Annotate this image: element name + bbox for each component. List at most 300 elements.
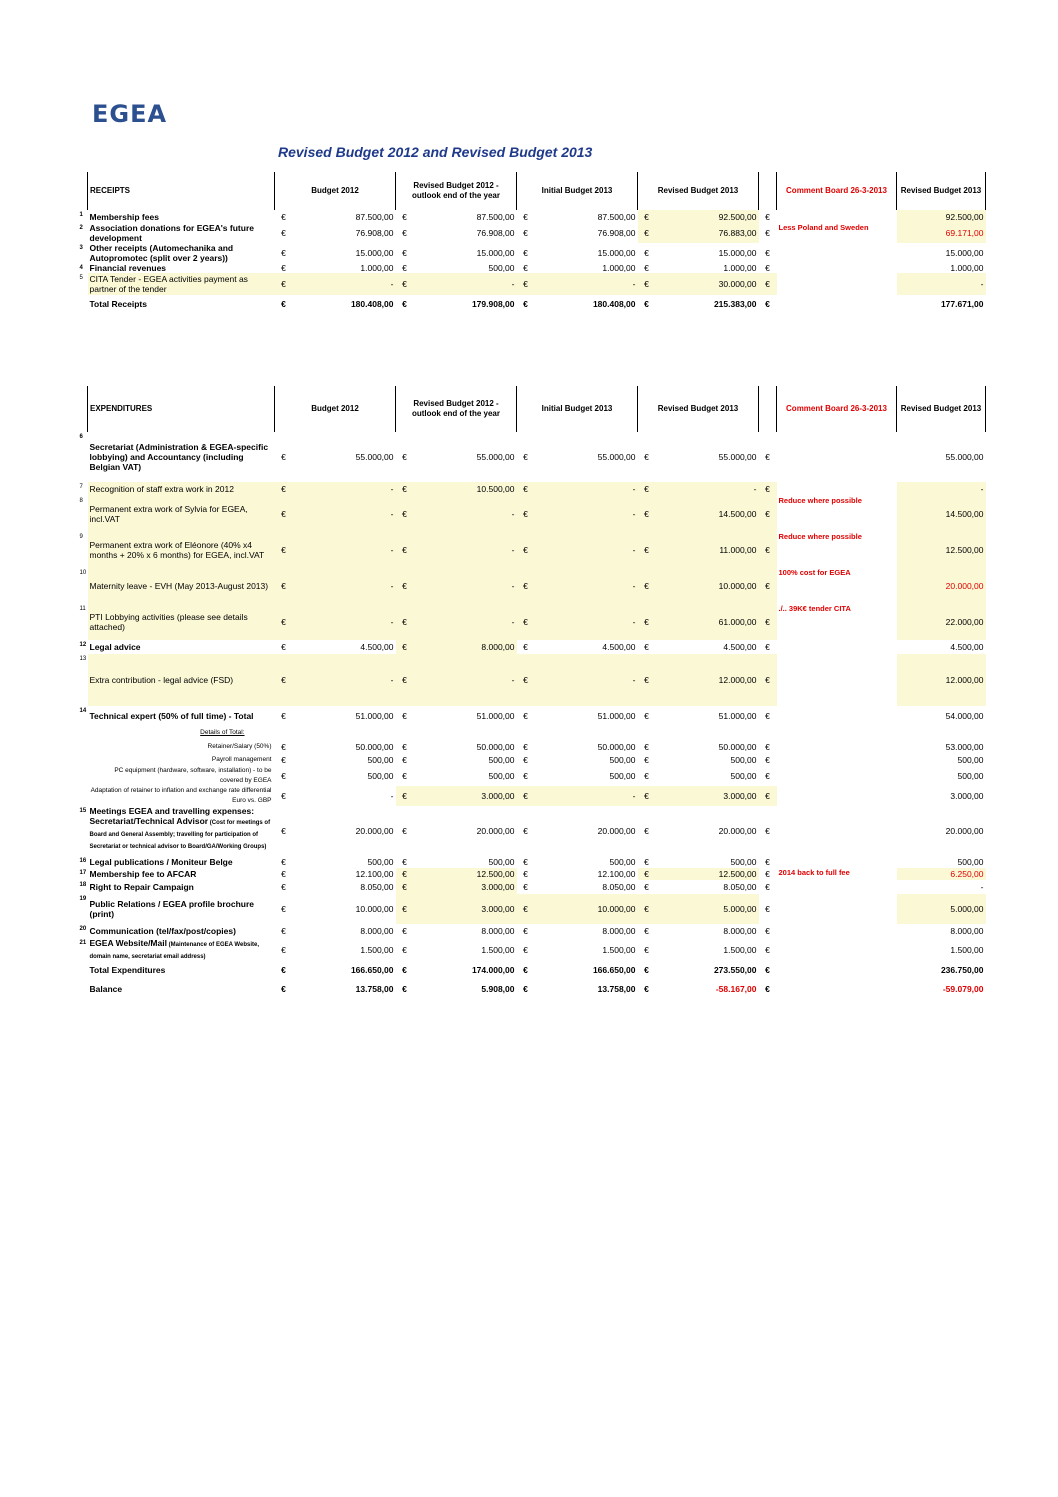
row-label-note: (Maintenance of EGEA Website, domain name, secretariat email address) <box>89 942 259 960</box>
table-row <box>88 924 990 938</box>
euro-sign: € <box>517 568 535 604</box>
row-label <box>79 706 275 726</box>
detail-row <box>88 786 990 806</box>
value-b12: 166.650,00 <box>350 965 394 975</box>
value-r13: 11.000,00 <box>656 532 759 568</box>
euro-sign: € <box>523 965 528 975</box>
row-number: 21 <box>79 940 87 946</box>
value-rb13: 500,00 <box>957 754 984 765</box>
row-label-text: Secretariat (Administration & EGEA-specific lobbying) and Accountancy (including Belgian VAT) <box>89 442 269 472</box>
table-row <box>88 532 990 568</box>
row-number: 2 <box>79 225 83 231</box>
table-row <box>88 640 990 654</box>
euro-sign: € <box>281 263 286 273</box>
row-number: 20 <box>79 926 87 932</box>
table-row <box>88 880 990 894</box>
euro-sign: € <box>275 532 293 568</box>
euro-sign: € <box>402 826 407 836</box>
euro-sign: € <box>765 642 770 652</box>
value-r12: - <box>414 604 517 640</box>
comment-cell <box>777 978 897 1000</box>
value-b12: 20.000,00 <box>355 826 394 836</box>
value-r12: 500,00 <box>488 771 515 781</box>
euro-sign: € <box>281 248 286 258</box>
euro-sign: € <box>517 786 535 806</box>
euro-sign: € <box>275 273 293 295</box>
euro-sign: € <box>281 791 286 801</box>
table-row <box>88 432 990 482</box>
euro-sign: € <box>281 857 286 867</box>
table-row <box>88 273 986 295</box>
empty-cell <box>759 726 777 740</box>
euro-sign: € <box>396 496 414 532</box>
row-label <box>79 894 275 924</box>
row-label-text: CITA Tender - EGEA activities payment as partner of the tender <box>89 274 248 294</box>
value-r12: 8.000,00 <box>414 640 517 654</box>
comment-cell: 100% cost for EGEA <box>778 568 851 577</box>
value-b12: 8.050,00 <box>360 882 394 892</box>
row-label <box>79 654 275 706</box>
row-number: 11 <box>79 606 86 612</box>
value-i13: 15.000,00 <box>597 248 636 258</box>
value-r13: 12.500,00 <box>656 868 759 880</box>
value-rb13: - <box>980 882 984 892</box>
row-label-text: Association donations for EGEA's future development <box>89 223 254 243</box>
value-i13: 4.500,00 <box>602 642 636 652</box>
value-r12: 10.500,00 <box>414 482 517 496</box>
comment-cell: Less Poland and Sweden <box>778 223 869 232</box>
row-label <box>88 962 275 978</box>
row-label <box>79 482 275 496</box>
euro-sign: € <box>396 532 414 568</box>
row-label <box>79 263 275 273</box>
euro-sign: € <box>523 299 528 309</box>
comment-cell <box>777 210 897 223</box>
table-row <box>88 223 986 243</box>
value-i13: - <box>535 604 638 640</box>
euro-sign: € <box>281 904 286 914</box>
row-label-text: Total Receipts <box>89 299 147 309</box>
euro-sign: € <box>644 945 649 955</box>
value-r12: 51.000,00 <box>476 711 515 721</box>
value-r12: 500,00 <box>488 263 515 273</box>
euro-sign: € <box>402 228 407 238</box>
value-r12: 12.500,00 <box>414 868 517 880</box>
row-label <box>79 868 275 880</box>
row-label-text: PC equipment (hardware, software, installation) - to be covered by EGEA <box>114 767 272 784</box>
col-budget-2012: Budget 2012 <box>275 172 396 210</box>
row-number: 4 <box>79 265 83 271</box>
value-rb13: 69.171,00 <box>897 223 986 243</box>
comment-cell <box>777 640 897 654</box>
row-label <box>79 604 275 640</box>
value-r13: 14.500,00 <box>656 496 759 532</box>
euro-sign: € <box>765 228 770 238</box>
row-label-text: Retainer/Salary (50%) <box>207 742 272 750</box>
row-label <box>79 568 275 604</box>
value-b12: 1.000,00 <box>360 263 394 273</box>
value-r13: -58.167,00 <box>715 984 757 994</box>
euro-sign: € <box>523 945 528 955</box>
comment-cell <box>777 654 897 706</box>
euro-sign: € <box>644 926 649 936</box>
row-label <box>79 880 275 894</box>
value-rb13: 54.000,00 <box>945 711 984 721</box>
row-number: 13 <box>79 656 87 662</box>
value-b12: 12.100,00 <box>355 869 394 879</box>
expenditures-title: EXPENDITURES <box>88 386 275 432</box>
euro-sign: € <box>638 894 656 924</box>
euro-sign: € <box>402 211 407 222</box>
value-b12: - <box>293 496 396 532</box>
egea-logo <box>80 100 176 136</box>
row-label-text: Other receipts (Automechanika and Autopromotec (split over 2 years)) <box>89 243 234 263</box>
comment-cell <box>777 894 897 924</box>
value-rb13: 4.500,00 <box>950 642 984 652</box>
value-rb13: 20.000,00 <box>897 568 986 604</box>
row-label <box>79 223 275 243</box>
euro-sign: € <box>402 926 407 936</box>
euro-sign: € <box>765 945 770 955</box>
row-number: 15 <box>79 808 87 814</box>
table-row <box>88 496 990 532</box>
euro-sign: € <box>765 826 770 836</box>
euro-sign: € <box>396 786 414 806</box>
row-number: 6 <box>79 434 83 440</box>
row-label-text: PTI Lobbying activities (please see details attached) <box>89 612 248 632</box>
euro-sign: € <box>759 496 777 532</box>
value-r12: - <box>414 532 517 568</box>
value-r12: 1.500,00 <box>481 945 515 955</box>
value-i13: 10.000,00 <box>535 894 638 924</box>
euro-sign: € <box>765 263 770 273</box>
value-r13: 10.000,00 <box>656 568 759 604</box>
empty-cell <box>777 726 897 740</box>
value-r13: 8.050,00 <box>723 882 757 892</box>
comment-cell <box>777 938 897 962</box>
row-label <box>88 766 275 786</box>
value-rb13: 20.000,00 <box>945 826 984 836</box>
euro-sign: € <box>644 248 649 258</box>
value-b12: 8.000,00 <box>360 926 394 936</box>
euro-sign: € <box>281 754 286 765</box>
euro-sign: € <box>402 754 407 765</box>
value-i13: 8.000,00 <box>602 926 636 936</box>
euro-sign: € <box>523 248 528 258</box>
euro-sign: € <box>523 228 528 238</box>
detail-row <box>88 753 990 766</box>
euro-sign: € <box>644 826 649 836</box>
comment-cell <box>777 432 897 482</box>
euro-sign: € <box>517 273 535 295</box>
euro-sign: € <box>523 882 528 892</box>
row-label <box>88 978 275 1000</box>
value-i13: - <box>535 496 638 532</box>
table-row <box>88 243 986 263</box>
euro-sign: € <box>765 211 770 222</box>
value-b12: 15.000,00 <box>355 248 394 258</box>
euro-sign: € <box>759 568 777 604</box>
value-i13: 500,00 <box>609 857 636 867</box>
euro-sign: € <box>638 654 656 706</box>
comment-cell <box>777 880 897 894</box>
value-i13: 12.100,00 <box>597 869 636 879</box>
empty-cell <box>638 726 656 740</box>
empty-cell <box>293 726 396 740</box>
value-r13: 5.000,00 <box>656 894 759 924</box>
euro-sign: € <box>644 965 649 975</box>
comment-cell <box>777 753 897 766</box>
empty-cell <box>656 726 759 740</box>
euro-sign: € <box>759 273 777 295</box>
euro-sign: € <box>765 299 770 309</box>
euro-sign: € <box>517 654 535 706</box>
euro-sign: € <box>402 299 407 309</box>
value-r13: 76.883,00 <box>656 223 759 243</box>
row-label <box>88 753 275 766</box>
euro-sign: € <box>644 882 649 892</box>
value-b12: 180.408,00 <box>350 299 394 309</box>
value-i13: 166.650,00 <box>592 965 636 975</box>
euro-sign: € <box>765 904 770 914</box>
value-rb13: 92.500,00 <box>897 210 986 223</box>
value-b12: 500,00 <box>367 754 394 765</box>
value-r13: 61.000,00 <box>656 604 759 640</box>
value-rb13: 12.500,00 <box>897 532 986 568</box>
value-r12: - <box>414 273 517 295</box>
value-rb13: 55.000,00 <box>945 452 984 462</box>
euro-sign: € <box>275 568 293 604</box>
value-i13: 180.408,00 <box>592 299 636 309</box>
euro-sign: € <box>765 754 770 765</box>
row-label-text: Technical expert (50% of full time) - Total <box>89 711 254 721</box>
row-label-text: Membership fees <box>89 211 159 222</box>
value-rb13: 6.250,00 <box>897 868 986 880</box>
euro-sign: € <box>523 826 528 836</box>
euro-sign: € <box>638 568 656 604</box>
row-label-text: Permanent extra work of Eléonore (40% x4 months + 20% x 6 months) for EGEA, incl.VAT <box>89 540 265 560</box>
value-b12: 76.908,00 <box>355 228 394 238</box>
euro-sign: € <box>523 984 528 994</box>
euro-sign: € <box>396 880 414 894</box>
value-rb13: -59.079,00 <box>942 984 984 994</box>
euro-sign: € <box>402 965 407 975</box>
euro-sign: € <box>402 741 407 752</box>
comment-cell <box>777 766 897 786</box>
value-i13: - <box>535 482 638 496</box>
euro-sign: € <box>638 604 656 640</box>
value-i13: 55.000,00 <box>597 452 636 462</box>
value-r13: 55.000,00 <box>718 452 757 462</box>
value-r12: 76.908,00 <box>476 228 515 238</box>
empty-cell <box>517 726 535 740</box>
euro-sign: € <box>523 711 528 721</box>
value-b12: 10.000,00 <box>355 904 394 914</box>
value-r13: 3.000,00 <box>656 786 759 806</box>
euro-sign: € <box>281 771 286 781</box>
value-r13: 215.383,00 <box>713 299 757 309</box>
row-number: 10 <box>79 570 87 576</box>
logo-text: EGEA <box>92 100 168 128</box>
comment-cell <box>777 243 897 263</box>
value-r13: 92.500,00 <box>656 210 759 223</box>
value-r12: 5.908,00 <box>481 984 515 994</box>
value-b12: - <box>293 482 396 496</box>
detail-row <box>88 766 990 786</box>
euro-sign: € <box>281 926 286 936</box>
euro-sign: € <box>523 926 528 936</box>
value-r12: 500,00 <box>488 857 515 867</box>
value-r12: 3.000,00 <box>414 786 517 806</box>
comment-cell <box>777 856 897 868</box>
row-label-text: Financial revenues <box>89 263 167 273</box>
value-r13: - <box>656 482 759 496</box>
expenditures-header-row <box>88 386 990 432</box>
table-row <box>88 856 990 868</box>
row-label-text: Maternity leave - EVH (May 2013-August 2013) <box>89 581 269 591</box>
value-rb13: - <box>897 273 986 295</box>
row-number: 17 <box>79 870 87 876</box>
euro-sign: € <box>644 754 649 765</box>
empty-cell <box>535 726 638 740</box>
euro-sign: € <box>281 711 286 721</box>
euro-sign: € <box>402 771 407 781</box>
value-r12: 500,00 <box>488 754 515 765</box>
value-r12: 55.000,00 <box>476 452 515 462</box>
value-r13: 1.000,00 <box>723 263 757 273</box>
comment-cell: ./.. 39K€ tender CITA <box>778 604 851 613</box>
value-i13: - <box>535 273 638 295</box>
value-b12: 500,00 <box>367 771 394 781</box>
value-r12: 87.500,00 <box>476 211 515 222</box>
value-i13: 500,00 <box>609 771 636 781</box>
col-revised-2013: Revised Budget 2013 <box>638 172 759 210</box>
euro-sign: € <box>517 496 535 532</box>
value-r12: 50.000,00 <box>476 741 515 752</box>
value-b12: 1.500,00 <box>360 945 394 955</box>
value-b12: 13.758,00 <box>355 984 394 994</box>
euro-sign: € <box>523 211 528 222</box>
euro-sign: € <box>765 869 770 879</box>
value-rb13: 22.000,00 <box>897 604 986 640</box>
row-label-text: Adaptation of retainer to inflation and exchange rate differential Euro vs. GBP <box>90 787 272 804</box>
row-label-text: Recognition of staff extra work in 2012 <box>89 484 234 494</box>
euro-sign: € <box>644 984 649 994</box>
expenditures-table <box>79 386 990 1000</box>
value-i13: 1.000,00 <box>602 263 636 273</box>
comment-cell <box>777 806 897 856</box>
euro-sign: € <box>523 263 528 273</box>
euro-sign: € <box>638 868 656 880</box>
value-b12: 51.000,00 <box>355 711 394 721</box>
value-r12: - <box>414 654 517 706</box>
euro-sign: € <box>523 857 528 867</box>
value-i13: - <box>535 654 638 706</box>
euro-sign: € <box>281 452 286 462</box>
total-row <box>88 962 990 978</box>
table-row <box>88 210 986 223</box>
euro-sign: € <box>759 604 777 640</box>
euro-sign: € <box>765 771 770 781</box>
euro-sign: € <box>396 868 414 880</box>
comment-cell <box>777 273 897 295</box>
value-b12: - <box>293 273 396 295</box>
euro-sign: € <box>396 640 414 654</box>
value-b12: 50.000,00 <box>355 741 394 752</box>
euro-sign: € <box>281 965 286 975</box>
euro-sign: € <box>759 786 777 806</box>
comment-cell <box>777 706 897 726</box>
col-initial-2013: Initial Budget 2013 <box>517 386 638 432</box>
value-r13: 12.000,00 <box>656 654 759 706</box>
comment-cell <box>777 924 897 938</box>
euro-sign: € <box>644 711 649 721</box>
comment-cell <box>897 726 986 740</box>
value-r12: 8.000,00 <box>481 926 515 936</box>
euro-sign: € <box>281 228 286 238</box>
value-i13: 8.050,00 <box>602 882 636 892</box>
value-b12: - <box>293 604 396 640</box>
euro-sign: € <box>402 248 407 258</box>
value-rb13: 1.500,00 <box>950 945 984 955</box>
row-label-text: Details of Total: <box>200 729 245 736</box>
empty-cell <box>275 726 293 740</box>
col-revised-2012: Revised Budget 2012 - outlook end of the year <box>396 386 517 432</box>
col-comment: Comment Board 26-3-2013 <box>777 172 897 210</box>
row-label-text: Payroll management <box>211 755 272 763</box>
value-r13: 50.000,00 <box>718 741 757 752</box>
euro-sign: € <box>517 482 535 496</box>
euro-sign: € <box>759 532 777 568</box>
euro-sign: € <box>644 642 649 652</box>
row-label <box>88 726 275 740</box>
value-rb13: 15.000,00 <box>945 248 984 258</box>
euro-sign: € <box>402 984 407 994</box>
row-number: 8 <box>79 498 83 504</box>
euro-sign: € <box>638 532 656 568</box>
value-b12: 4.500,00 <box>360 642 394 652</box>
row-label <box>79 856 275 868</box>
receipts-table <box>79 172 986 313</box>
euro-sign: € <box>402 263 407 273</box>
value-b12: - <box>293 654 396 706</box>
euro-sign: € <box>281 826 286 836</box>
value-i13: 51.000,00 <box>597 711 636 721</box>
table-row <box>88 894 990 924</box>
euro-sign: € <box>396 568 414 604</box>
col-initial-2013: Initial Budget 2013 <box>517 172 638 210</box>
value-r12: - <box>414 496 517 532</box>
value-rb13: 236.750,00 <box>940 965 984 975</box>
row-label <box>88 740 275 753</box>
receipts-header-row <box>88 172 986 210</box>
row-label <box>79 938 275 962</box>
value-i13: 50.000,00 <box>597 741 636 752</box>
row-label-text: Membership fee to AFCAR <box>89 869 197 879</box>
euro-sign: € <box>644 299 649 309</box>
col-revised-2013-b: Revised Budget 2013 <box>897 386 986 432</box>
row-label <box>79 210 275 223</box>
value-rb13: 1.000,00 <box>950 263 984 273</box>
empty-cell <box>986 726 990 740</box>
row-label-text: Legal publications / Moniteur Belge <box>89 857 233 867</box>
empty-cell <box>414 726 517 740</box>
value-b12: - <box>293 532 396 568</box>
row-label-text: Communication (tel/fax/post/copies) <box>89 926 236 936</box>
row-label-note: (Cost for meetings of Board and General Assembly; travelling for participation of Secretariat or technical advisor to Board/GA/Working Groups) <box>89 820 271 850</box>
value-rb13: 5.000,00 <box>897 894 986 924</box>
detail-row <box>88 740 990 753</box>
